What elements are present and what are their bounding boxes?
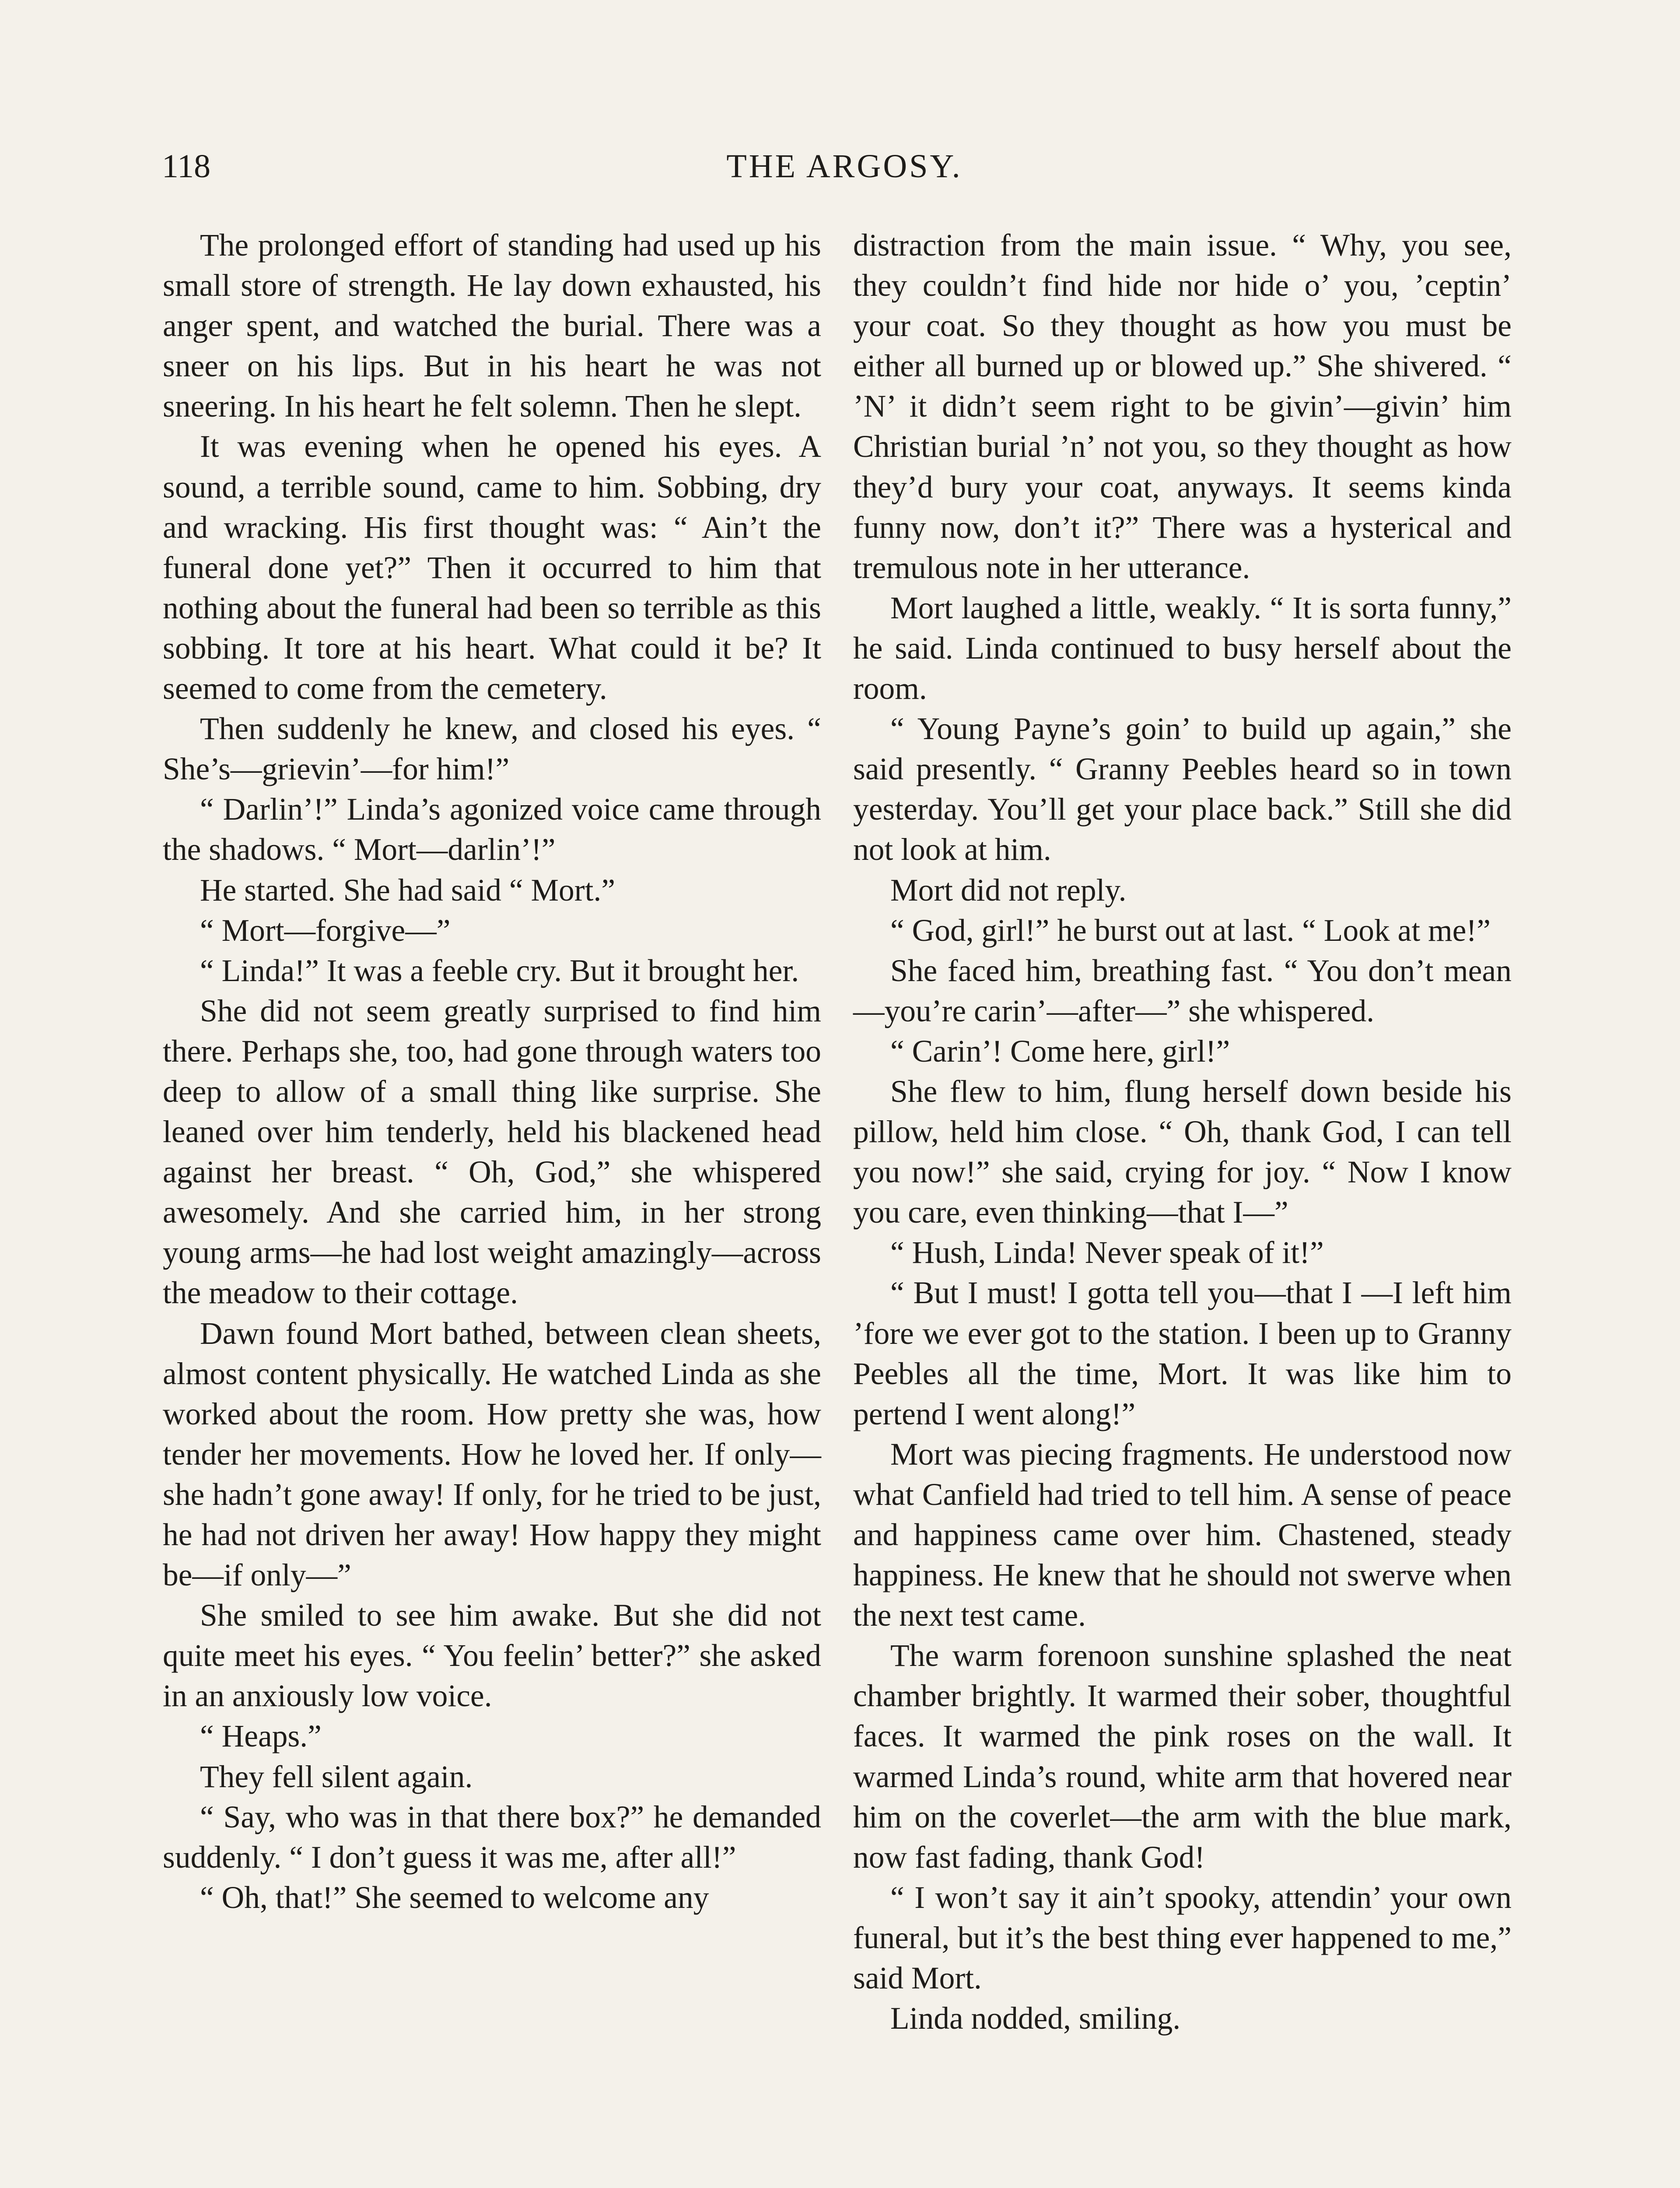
paragraph: “ Say, who was in that there box?” he demanded suddenly. “ I don’t guess it was me, after all!” xyxy=(163,1799,821,1875)
paragraph: “ Hush, Linda! Never speak of it!” xyxy=(890,1235,1324,1270)
paragraph: Linda nodded, smiling. xyxy=(890,2001,1181,2036)
paragraph: They fell silent again. xyxy=(200,1759,473,1794)
paragraph: “ Carin’! Come here, girl!” xyxy=(890,1034,1230,1069)
paragraph: “ Young Payne’s goin’ to build up again,” she said presently. “ Granny Peebles heard so in town yesterday. You’ll get your place back.” Still she did not look at him. xyxy=(853,712,1512,867)
paragraph: “ Oh, that!” She seemed to welcome any xyxy=(200,1880,709,1915)
paragraph: Mort did not reply. xyxy=(890,873,1127,908)
paragraph: He started. She had said “ Mort.” xyxy=(200,873,616,908)
paragraph: The warm forenoon sunshine splashed the neat chamber brightly. It warmed their sober, thoughtful faces. It warmed the pink roses on the wall. It warmed Linda’s round, white arm that hovered near him on the coverlet—the arm with the blue mark, now fast fading, thank God! xyxy=(853,1638,1512,1875)
paragraph: Mort was piecing fragments. He understood now what Canfield had tried to tell him. A sense of peace and happiness came over him. Chastened, steady happiness. He knew that he should not swerve when the next test came. xyxy=(853,1437,1512,1633)
paragraph: Then suddenly he knew, and closed his eyes. “ She’s—grievin’—for him!” xyxy=(163,712,821,787)
left-column xyxy=(163,225,821,1918)
page-header xyxy=(162,144,1527,201)
paragraph: “ Mort—forgive—” xyxy=(200,913,451,948)
paragraph: “ God, girl!” he burst out at last. “ Look at me!” xyxy=(890,913,1491,948)
paragraph: Mort laughed a little, weakly. “ It is sorta funny,” he said. Linda continued to busy herself about the room. xyxy=(853,590,1512,706)
right-column xyxy=(853,225,1512,2039)
paragraph: “ But I must! I gotta tell you—that I —I left him ’fore we ever got to the station. I been up to Granny Peebles all the time, Mort. It was like him to pertend I went along!” xyxy=(853,1276,1512,1431)
paragraph: Dawn found Mort bathed, between clean sheets, almost content physically. He watched Linda as she worked about the room. How pretty she was, how tender her movements. How he loved her. If only—she hadn’t gone away! If only, for he tried to be just, he had not driven her away! How happy they might be—if only—” xyxy=(163,1316,821,1593)
paragraph: “ Heaps.” xyxy=(200,1719,322,1754)
running-title: THE ARGOSY. xyxy=(726,148,962,185)
page-number: 118 xyxy=(162,148,211,185)
paragraph: She smiled to see him awake. But she did not quite meet his eyes. “ You feelin’ better?” she asked in an anxiously low voice. xyxy=(163,1598,821,1714)
paragraph: distraction from the main issue. “ Why, you see, they couldn’t find hide nor hide o’ you, ’ceptin’ your coat. So they thought as how you must be either all burned up or blowed up.” She shivered. “ ’N’ it didn’t seem right to be givin’—givin’ him Christian burial ’n’ not you, so they thought as how they’d bury your coat, anyways. It seems kinda funny now, don’t it?” There was a hysterical and tremulous note in her utterance. xyxy=(853,228,1512,585)
paragraph: It was evening when he opened his eyes. A sound, a terrible sound, came to him. Sobbing, dry and wracking. His first thought was: “ Ain’t the funeral done yet?” Then it occurred to him that nothing about the funeral had been so terrible as this sobbing. It tore at his heart. What could it be? It seemed to come from the cemetery. xyxy=(163,429,821,706)
paragraph: “ Darlin’!” Linda’s agonized voice came through the shadows. “ Mort—darlin’!” xyxy=(163,792,821,867)
paragraph: She faced him, breathing fast. “ You don’t mean—you’re carin’—after—” she whispered. xyxy=(853,953,1512,1028)
paragraph: She did not seem greatly surprised to find him there. Perhaps she, too, had gone through waters too deep to allow of a small thing like surprise. She leaned over him tenderly, held his blackened head against her breast. “ Oh, God,” she whispered awesomely. And she carried him, in her strong young arms—he had lost weight amazingly—across the meadow to their cottage. xyxy=(163,993,821,1311)
paragraph: “ Linda!” It was a feeble cry. But it brought her. xyxy=(200,953,799,988)
paragraph: She flew to him, flung herself down beside his pillow, held him close. “ Oh, thank God, I can tell you now!” she said, crying for joy. “ Now I know you care, even thinking—that I—” xyxy=(853,1074,1512,1230)
paragraph: The prolonged effort of standing had used up his small store of strength. He lay down exhausted, his anger spent, and watched the burial. There was a sneer on his lips. But in his heart he was not sneering. In his heart he felt solemn. Then he slept. xyxy=(163,228,821,424)
paragraph: “ I won’t say it ain’t spooky, attendin’ your own funeral, but it’s the best thing ever happened to me,” said Mort. xyxy=(853,1880,1512,1996)
